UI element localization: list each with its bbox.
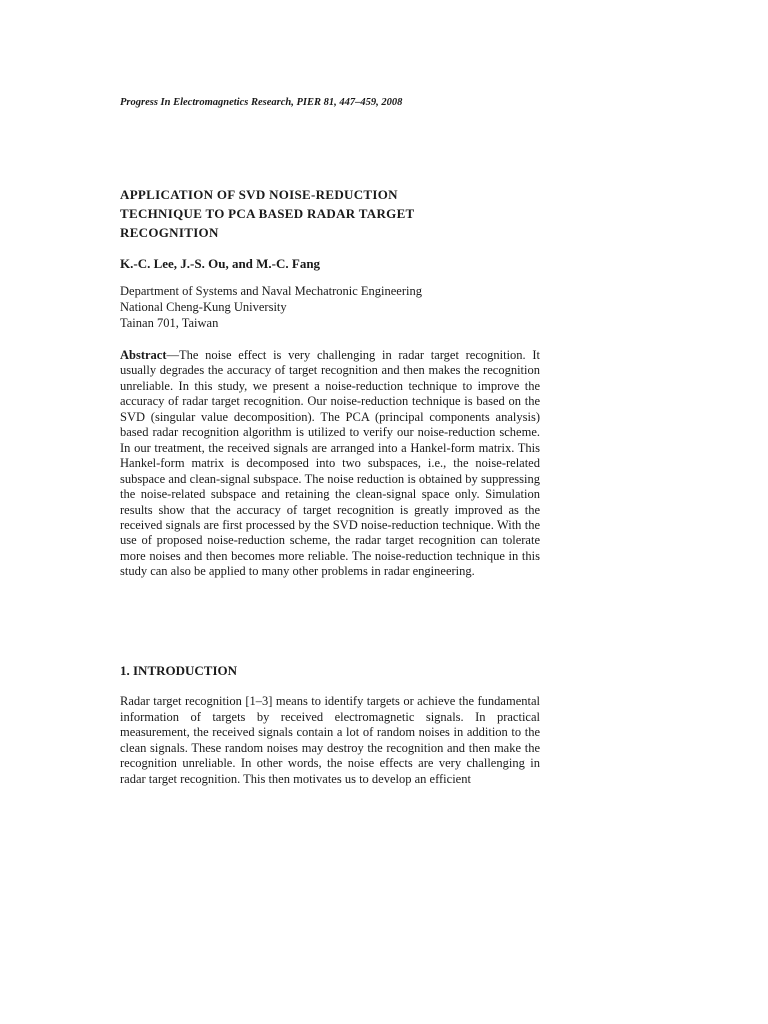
title-line: APPLICATION OF SVD NOISE-REDUCTION — [120, 187, 398, 202]
affiliation — [120, 283, 422, 331]
abstract — [120, 348, 540, 580]
affiliation-line: National Cheng-Kung University — [120, 300, 287, 314]
author-list: K.-C. Lee, J.-S. Ou, and M.-C. Fang — [120, 256, 321, 271]
affiliation-line: Tainan 701, Taiwan — [120, 316, 219, 330]
paper-title — [120, 185, 540, 242]
journal-header: Progress In Electromagnetics Research, PIER 81, 447–459, 2008 — [120, 97, 403, 108]
title-line: RECOGNITION — [120, 225, 219, 240]
affiliation-line: Department of Systems and Naval Mechatronic Engineering — [120, 284, 422, 298]
abstract-label: Abstract — [120, 348, 167, 362]
section-heading-introduction: 1. INTRODUCTION — [120, 663, 238, 678]
introduction-paragraph: Radar target recognition [1–3] means to identify targets or achieve the fundamental information of targets by received electromagnetic signals. In practical measurement, the received signals contain a lot of random noises in addition to the clean signals. These random noises may destroy the recognition and then make the recognition unreliable. In other words, the noise effects are very challenging in radar target recognition. This then motivates us to develop an efficient — [120, 694, 540, 786]
title-line: TECHNIQUE TO PCA BASED RADAR TARGET — [120, 206, 415, 221]
abstract-text: —The noise effect is very challenging in radar target recognition. It usually degrades the accuracy of target recognition and then makes the recognition unreliable. In this study, we present a noise-reduction technique to improve the accuracy of radar target recognition. Our noise-reduction technique is based on the SVD (singular value decomposition). The PCA (principal components analysis) based radar recognition algorithm is utilized to verify our noise-reduction scheme. In our treatment, the received signals are arranged into a Hankel-form matrix. This Hankel-form matrix is decomposed into two subspaces, i.e., the noise-related subspace and clean-signal subspace. The noise reduction is obtained by suppressing the noise-related subspace and retaining the clean-signal space only. Simulation results show that the accuracy of target recognition is greatly improved as the received signals are first processed by the SVD noise-reduction technique. With the use of proposed noise-reduction scheme, the radar target recognition can tolerate more noises and then becomes more reliable. The noise-reduction technique in this study can also be applied to many other problems in radar engineering. — [120, 348, 540, 579]
